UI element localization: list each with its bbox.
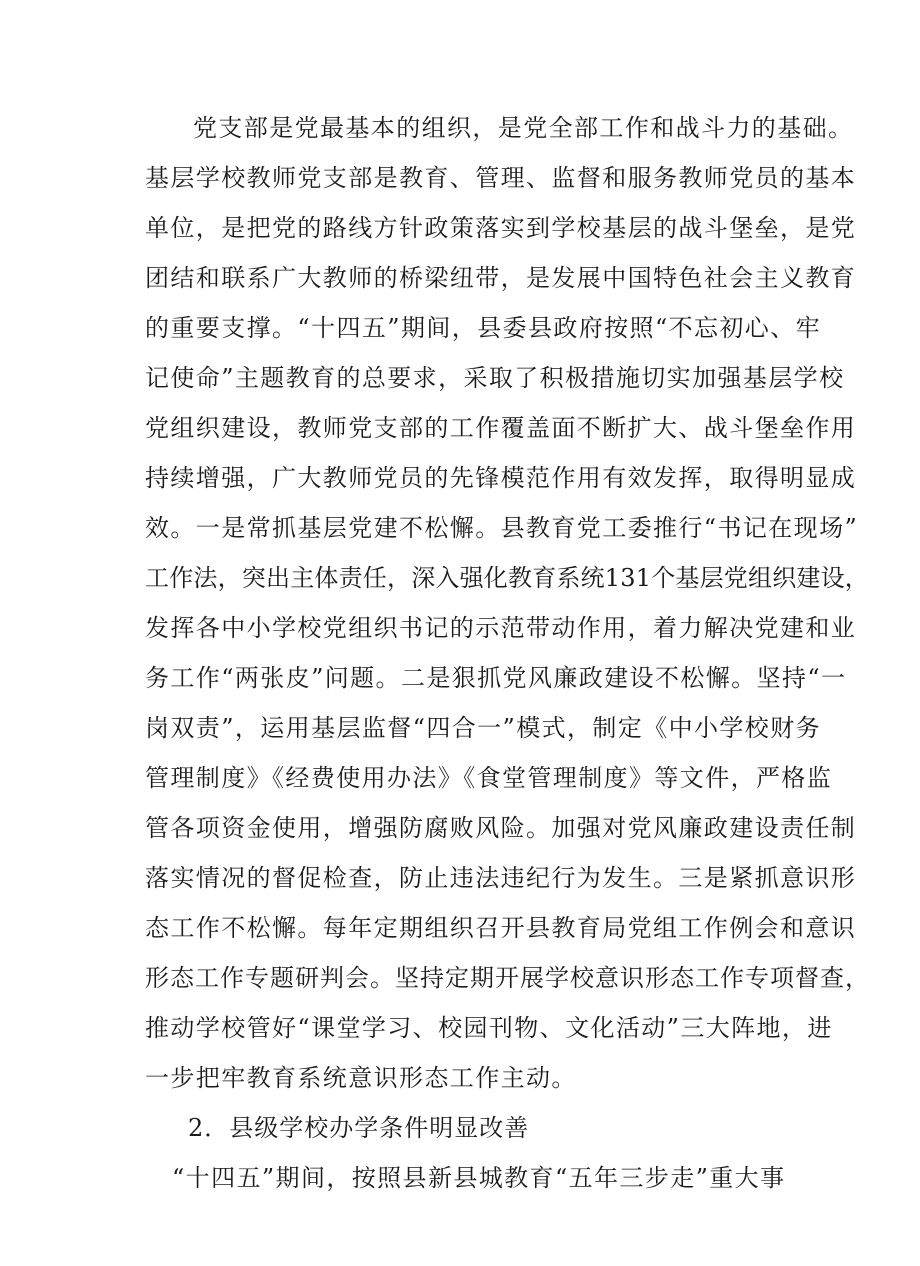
- body-text-line: 的重要支撑。“十四五”期间，县委县政府按照“不忘初心、牢: [145, 314, 822, 342]
- body-text-line: 落实情况的督促检查，防止违法违纪行为发生。三是紧抓意识形: [145, 864, 857, 892]
- body-text-line: 推动学校管好“课堂学习、校园刊物、文化活动”三大阵地，进: [145, 1014, 833, 1042]
- body-text-line: 务工作“两张皮”问题。二是狠抓党风廉政建设不松懈。坚持“一: [145, 664, 847, 692]
- body-text-line: 工作法，突出主体责任，深入强化教育系统131个基层党组织建设，: [145, 564, 870, 592]
- body-text-line: 形态工作专题研判会。坚持定期开展学校意识形态工作专项督查，: [145, 964, 870, 992]
- body-text-line: 发挥各中小学校党组织书记的示范带动作用，着力解决党建和业: [145, 614, 857, 642]
- body-text-line: 管各项资金使用，增强防腐败风险。加强对党风廉政建设责任制: [145, 814, 857, 842]
- body-text-line: “十四五”期间，按照县新县城教育“五年三步走”重大事: [172, 1164, 786, 1192]
- body-text-line: 一步把牢教育系统意识形态工作主动。: [145, 1064, 577, 1092]
- body-text-line: 单位，是把党的路线方针政策落实到学校基层的战斗堡垒，是党: [145, 214, 857, 242]
- body-text-line: 团结和联系广大教师的桥梁纽带，是发展中国特色社会主义教育: [145, 264, 857, 292]
- body-text-line: 岗双责”，运用基层监督“四合一”模式，制定《中小学校财务: [145, 714, 822, 742]
- body-text-line: 记使命”主题教育的总要求，采取了积极措施切实加强基层学校: [145, 364, 845, 392]
- body-text-line: 态工作不松懈。每年定期组织召开县教育局党组工作例会和意识: [145, 914, 857, 942]
- body-text-line: 管理制度》《经费使用办法》《食堂管理制度》等文件，严格监: [145, 764, 833, 792]
- body-text-line: 党支部是党最基本的组织，是党全部工作和战斗力的基础。: [193, 114, 854, 142]
- body-text-line: 党组织建设，教师党支部的工作覆盖面不断扩大、战斗堡垒作用: [145, 414, 857, 442]
- body-text-line: 持续增强，广大教师党员的先锋模范作用有效发挥，取得明显成: [145, 464, 857, 492]
- section-heading: 2．县级学校办学条件明显改善: [188, 1114, 530, 1142]
- body-text-line: 效。一是常抓基层党建不松懈。县教育党工委推行“书记在现场”: [145, 514, 859, 542]
- body-text-line: 基层学校教师党支部是教育、管理、监督和服务教师党员的基本: [145, 164, 857, 192]
